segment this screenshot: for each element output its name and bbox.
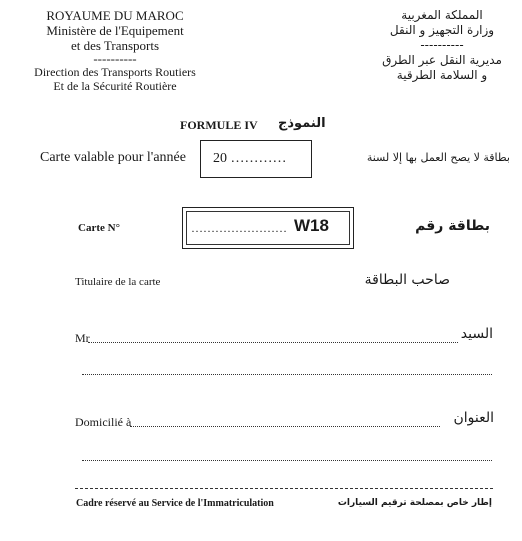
domicile-label-ar: العنوان: [453, 410, 494, 426]
header-right: [372, 8, 512, 83]
card-number-label-ar: بطاقة رقم: [415, 218, 490, 234]
holder-label-ar: صاحب البطاقة: [364, 272, 450, 288]
direction-name-ar-cont: و السلامة الطرقية: [396, 68, 488, 82]
ministry-name-cont: et des Transports: [70, 38, 160, 53]
mr-label-ar: السيد: [460, 326, 493, 342]
ministry-name-ar: وزارة التجهيز و النقل: [389, 23, 495, 37]
header-separator: ----------: [93, 51, 137, 66]
name-continuation-field[interactable]: [82, 374, 492, 375]
holder-label: Titulaire de la carte: [75, 276, 161, 288]
card-number-dots[interactable]: ……………………: [191, 221, 287, 235]
form-title-ar: النموذج: [278, 116, 326, 131]
ministry-name: Ministère de l'Equipement: [46, 23, 184, 38]
form-title: FORMULE IV: [180, 118, 258, 132]
header-separator-ar: ----------: [420, 38, 464, 52]
card-number-label: Carte N°: [78, 222, 120, 234]
kingdom-name: ROYAUME DU MAROC: [46, 8, 184, 23]
reserved-separator: [75, 488, 493, 489]
domicile-field[interactable]: [130, 414, 440, 427]
card-number-value: W18: [294, 216, 329, 235]
reserved-section-label-ar: إطار خاص بمصلحة ترقيم السيارات: [337, 498, 492, 508]
domicile-label: Domicilié à: [75, 415, 132, 429]
mr-field[interactable]: [88, 330, 458, 343]
reserved-section-label: Cadre réservé au Service de l'Immatriculation: [76, 498, 274, 509]
kingdom-name-ar: المملكة المغربية: [401, 8, 483, 22]
direction-name: Direction des Transports Routiers: [34, 65, 196, 79]
direction-name-ar: مديرية النقل عبر الطرق: [382, 53, 502, 67]
year-field[interactable]: 20 …………: [213, 151, 287, 166]
header-left: [20, 8, 210, 93]
validity-label-ar: بطاقة لا يصح العمل بها إلا لسنة: [366, 151, 510, 164]
direction-name-cont: Et de la Sécurité Routière: [53, 79, 177, 93]
address-continuation-field[interactable]: [82, 460, 492, 461]
mr-label: Mr: [75, 331, 90, 345]
validity-label: Carte valable pour l'année: [40, 150, 186, 165]
